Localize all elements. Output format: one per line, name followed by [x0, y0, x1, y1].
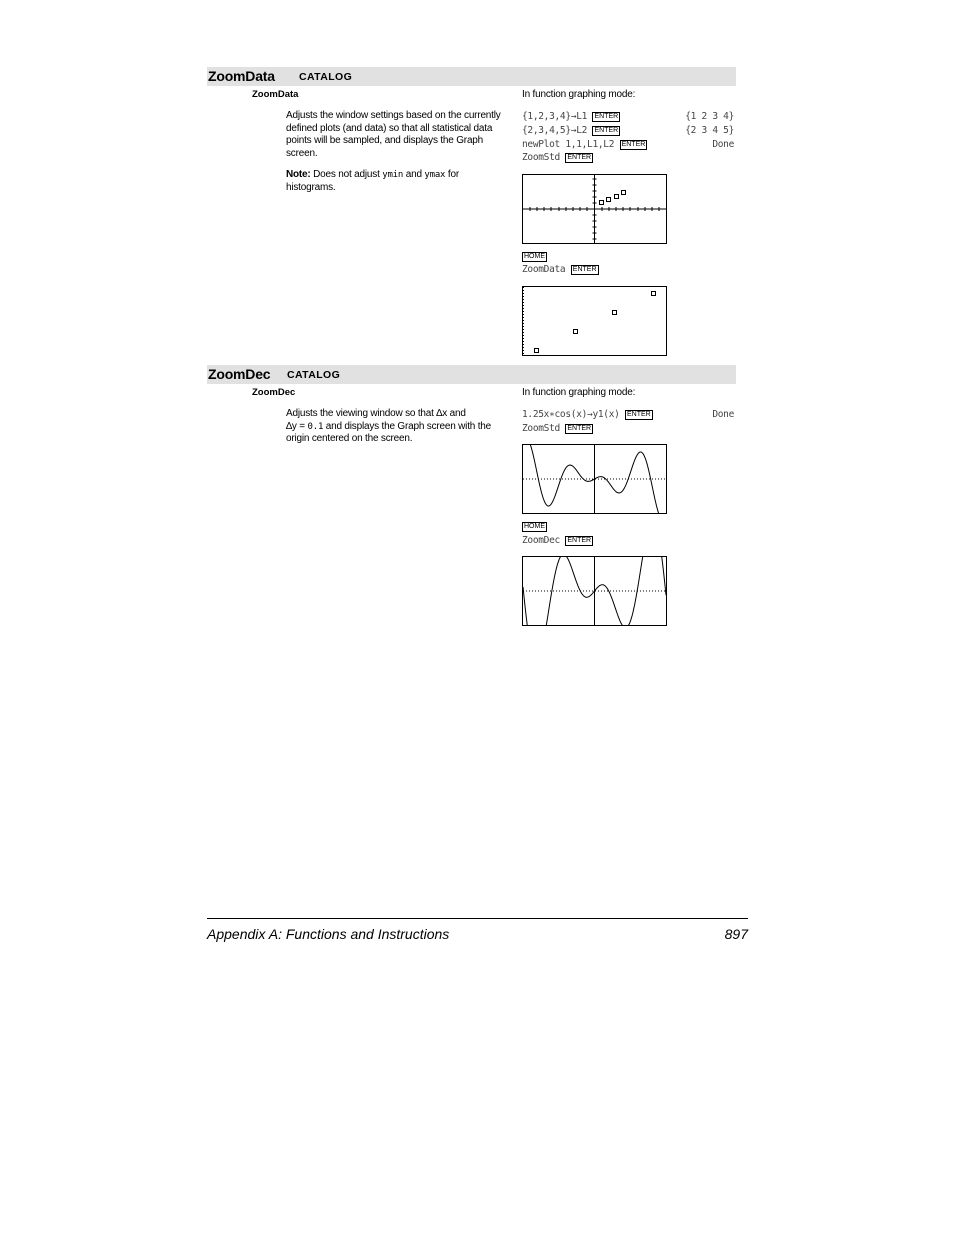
command-text: newPlot 1,1,L1,L2 — [522, 139, 615, 150]
zoomdec-function-graph — [523, 557, 666, 625]
zoomdata-scatter-screen — [522, 286, 667, 356]
zoomdata-line-1 — [522, 111, 734, 124]
zoomdec-description-line-1: Adjusts the viewing window so that ∆x and — [286, 408, 466, 419]
zoomdec-description-line-2 — [286, 421, 508, 434]
zoomdec-home-line — [522, 521, 734, 534]
scatter-point — [535, 349, 539, 353]
zoomdec-line-1 — [522, 409, 734, 422]
note-text-1: Does not adjust — [313, 168, 380, 180]
enter-key: ENTER — [567, 425, 592, 432]
enter-key: ENTER — [567, 537, 592, 544]
command-text: 1.25x∗cos(x)→y1(x) — [522, 409, 620, 420]
delta-y-text: ∆y = — [286, 420, 308, 432]
enter-key: ENTER — [594, 127, 619, 134]
zoomdata-section-header — [207, 67, 736, 86]
home-key: HOME — [524, 253, 545, 260]
note-ymin: ymin — [382, 169, 404, 180]
scatter-point — [600, 201, 604, 205]
zoomstd-scatter-graph — [523, 175, 666, 243]
result-text: Done — [712, 409, 734, 420]
note-text-2: for histograms. — [286, 168, 459, 193]
command-text: {2,3,4,5}→L2 — [522, 125, 588, 136]
zoomdata-command-line — [522, 264, 734, 277]
zoomdata-line-2 — [522, 125, 734, 138]
scatter-point — [622, 191, 626, 195]
scatter-point — [574, 330, 578, 334]
command-text: ZoomStd — [522, 152, 560, 163]
command-text: ZoomData — [522, 264, 566, 275]
zoomdec-command-line — [522, 535, 734, 548]
result-text: {2 3 4 5} — [685, 125, 734, 136]
enter-key: ENTER — [621, 141, 646, 148]
command-text: ZoomStd — [522, 423, 560, 434]
footer-title: Appendix A: Functions and Instructions — [207, 926, 450, 942]
zoomdata-catalog-label: CATALOG — [299, 71, 353, 83]
zoomstd-function-screen — [522, 444, 667, 514]
zoomdec-description-block — [286, 408, 508, 446]
scatter-points — [535, 292, 656, 353]
enter-key: ENTER — [626, 411, 651, 418]
zoomdata-line-4 — [522, 152, 734, 165]
zoomdata-title: ZoomData — [208, 68, 275, 84]
description-text: and displays the Graph screen with the — [323, 420, 492, 432]
scatter-point — [652, 292, 656, 296]
zoomdec-description-line-3: origin centered on the screen. — [286, 433, 413, 445]
scatter-points — [600, 191, 626, 205]
zoomdata-description-block — [286, 110, 508, 194]
zoomdec-line-2 — [522, 423, 734, 436]
zoomdata-home-line — [522, 251, 734, 264]
enter-key: ENTER — [594, 113, 619, 120]
zoomdata-mode-label: In function graphing mode: — [522, 89, 636, 100]
zoomdata-description: Adjusts the window settings based on the currently defined plots (and data) so that all statistical data points will be sampled, and displays the Graph screen. — [286, 110, 501, 160]
zoomdec-title: ZoomDec — [208, 366, 271, 382]
zoomdata-line-3 — [522, 139, 734, 152]
result-text: {1 2 3 4} — [685, 111, 734, 122]
page-number: 897 — [724, 926, 748, 942]
delta-value: 0.1 — [307, 421, 324, 432]
zoomstd-function-graph — [523, 445, 666, 513]
scatter-point — [613, 311, 617, 315]
zoomdec-function-screen — [522, 556, 667, 626]
home-key: HOME — [524, 523, 545, 530]
zoomdata-syntax: ZoomData — [252, 89, 299, 100]
note-and: and — [405, 168, 422, 180]
scatter-point — [607, 198, 611, 202]
enter-key: ENTER — [572, 266, 597, 273]
zoomdec-section-header — [207, 365, 736, 384]
zoomdec-mode-label: In function graphing mode: — [522, 387, 636, 398]
zoomdec-catalog-label: CATALOG — [287, 369, 341, 381]
scatter-point — [615, 195, 619, 199]
note-label: Note: — [286, 168, 311, 180]
zoomstd-scatter-screen — [522, 174, 667, 244]
zoomdata-scatter-graph — [523, 287, 666, 355]
command-text: {1,2,3,4}→L1 — [522, 111, 588, 122]
zoomdata-note — [286, 169, 508, 194]
result-text: Done — [712, 139, 734, 150]
command-text: ZoomDec — [522, 535, 560, 546]
footer-rule — [207, 918, 748, 919]
note-ymax: ymax — [424, 169, 446, 180]
zoomdec-syntax: ZoomDec — [252, 387, 296, 398]
enter-key: ENTER — [567, 154, 592, 161]
